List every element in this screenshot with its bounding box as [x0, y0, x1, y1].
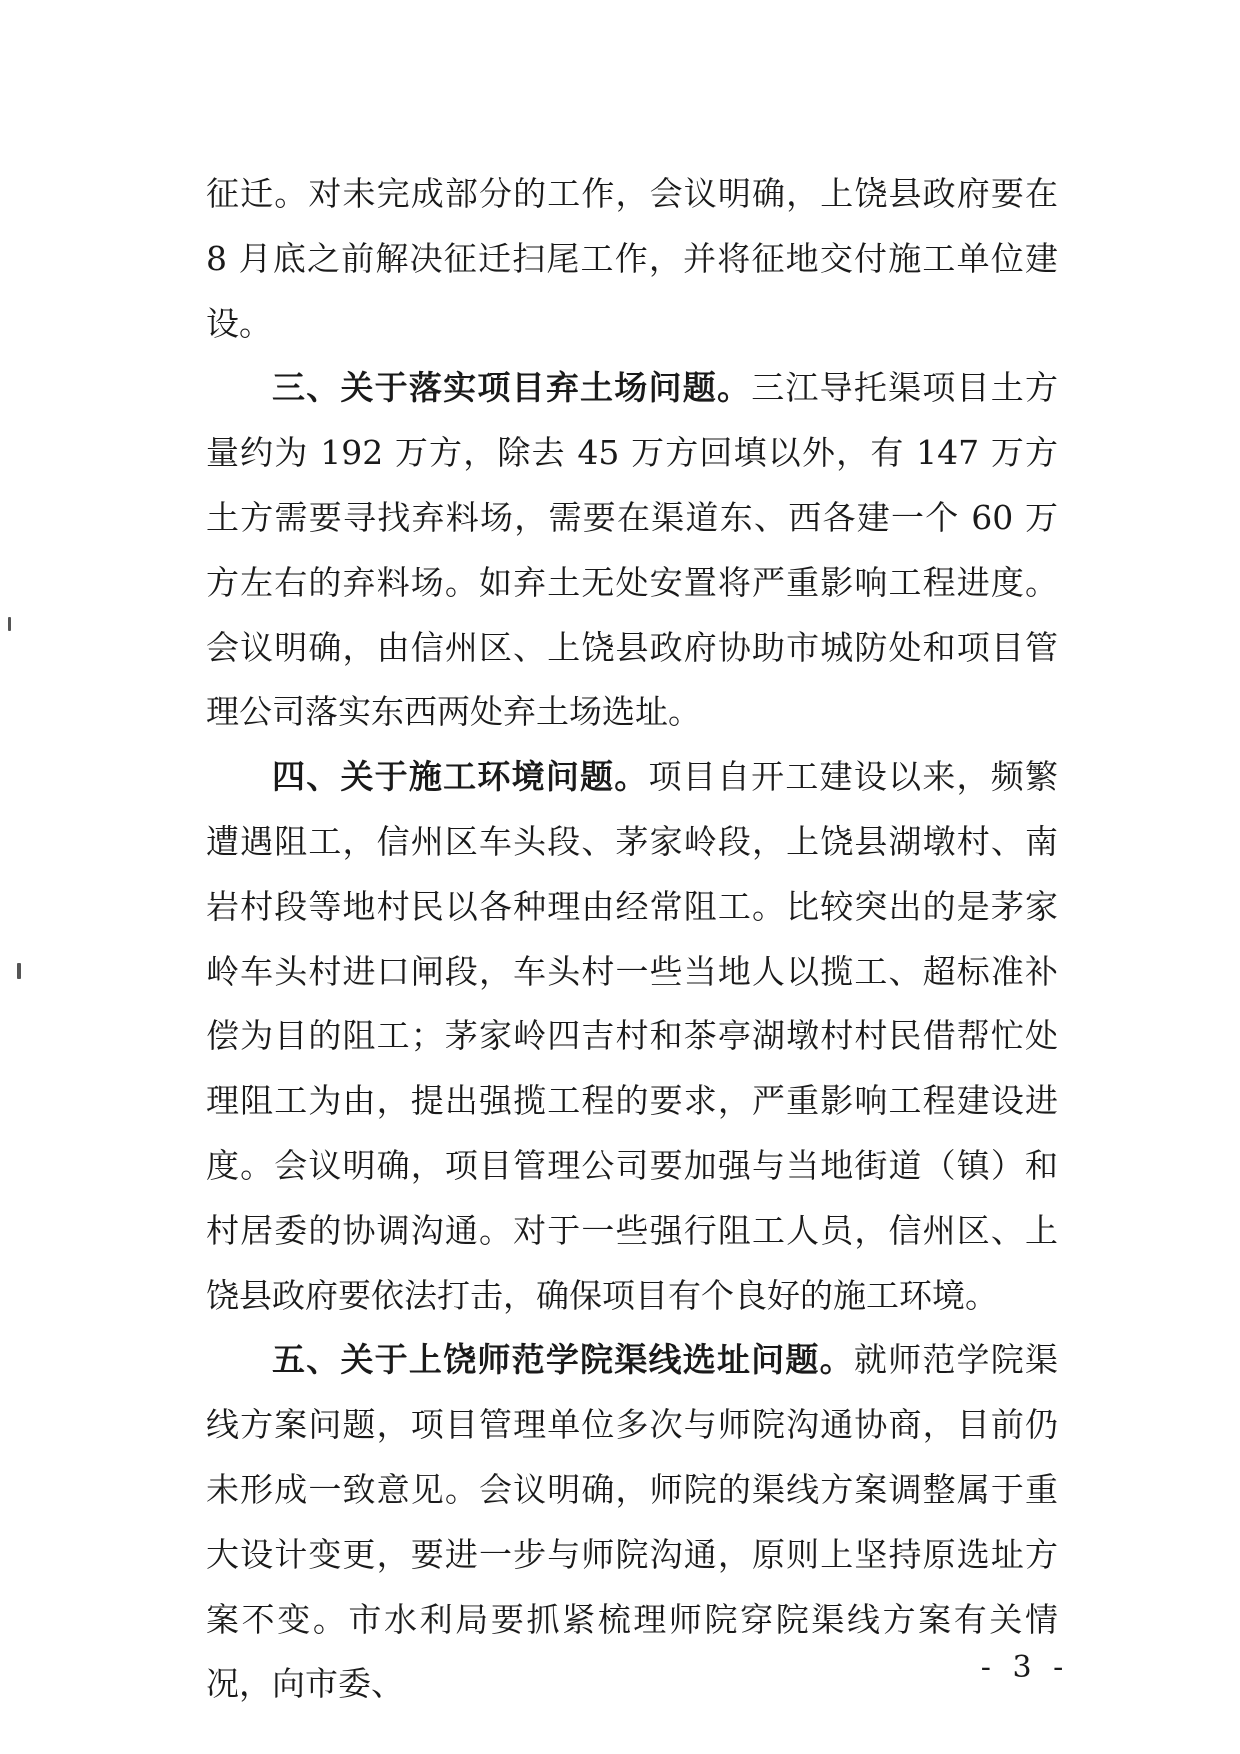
section-heading: 四、关于施工环境问题。	[272, 757, 649, 797]
paragraph-section-3	[206, 356, 1058, 745]
paragraph-section-5	[206, 1328, 1058, 1717]
scan-speck	[17, 963, 21, 979]
paragraph-text: 征迁。对未完成部分的工作，会议明确，上饶县政府要在 8 月底之前解决征迁扫尾工作，并将征地交付施工单位建设。	[206, 174, 1058, 343]
paragraph-section-4	[206, 745, 1058, 1328]
paragraph-text: 项目自开工建设以来，频繁遭遇阻工，信州区车头段、茅家岭段，上饶县湖墩村、南岩村段等地村民以各种理由经常阻工。比较突出的是茅家岭车头村进口闸段，车头村一些当地人以揽工、超标准补偿为目的阻工；茅家岭四吉村和茶亭湖墩村村民借帮忙处理阻工为由，提出强揽工程的要求，严重影响工程建设进度。会议明确，项目管理公司要加强与当地街道（镇）和村居委的协调沟通。对于一些强行阻工人员，信州区、上饶县政府要依法打击，确保项目有个良好的施工环境。	[206, 757, 1059, 1315]
document-body	[206, 162, 1058, 1717]
paragraph-text: 就师范学院渠线方案问题，项目管理单位多次与师院沟通协商，目前仍未形成一致意见。会议明确，师院的渠线方案调整属于重大设计变更，要进一步与师院沟通，原则上坚持原选址方案不变。市水利局要抓紧梳理师院穿院渠线方案有关情况，向市委、	[206, 1340, 1059, 1704]
paragraph-text: 三江导托渠项目土方量约为 192 万方，除去 45 万方回填以外，有 147 万方土方需要寻找弃料场，需要在渠道东、西各建一个 60 万方左右的弃料场。如弃土无处安置将严重影响工程进度。会议明确，由信州区、上饶县政府协助市城防处和项目管理公司落实东西两处弃土场选址。	[206, 368, 1059, 732]
section-heading: 三、关于落实项目弃土场问题。	[272, 368, 752, 408]
paragraph-continuation	[206, 162, 1058, 356]
scan-speck	[8, 617, 11, 631]
page-number: - 3 -	[980, 1650, 1070, 1685]
section-heading: 五、关于上饶师范学院渠线选址问题。	[272, 1340, 854, 1380]
